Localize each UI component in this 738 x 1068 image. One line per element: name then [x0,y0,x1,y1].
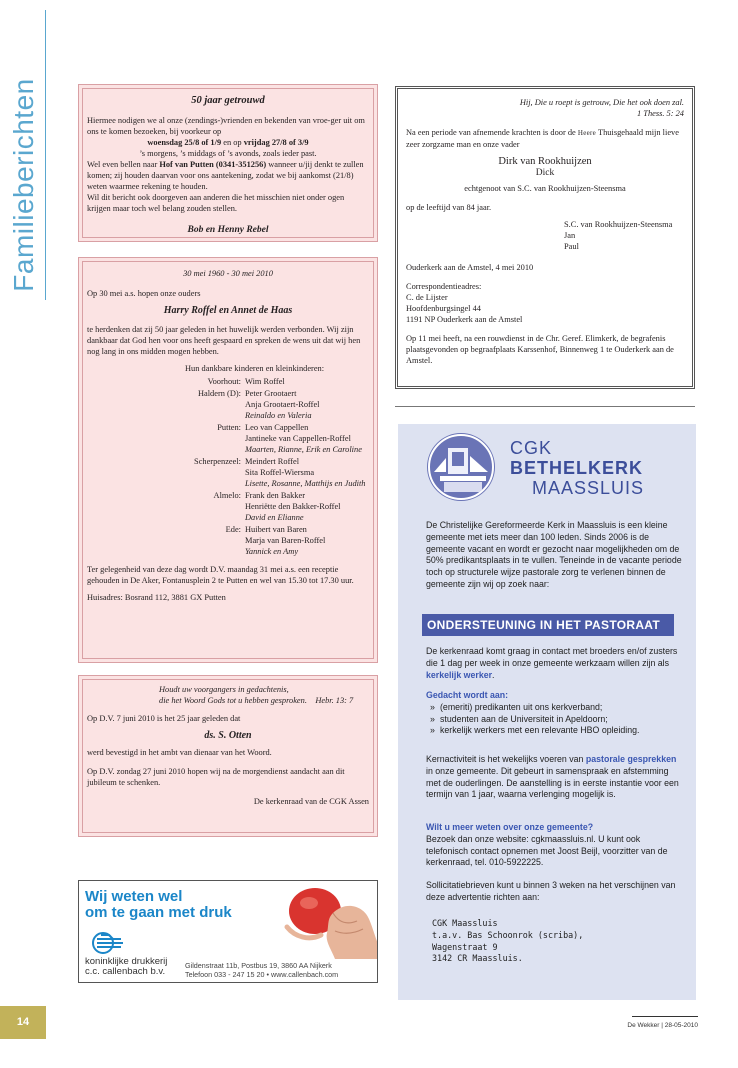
family-list [87,376,369,557]
company-address: Gildenstraat 11b, Postbus 19, 3860 AA Nijkerk Telefoon 033 - 247 15 20 • www.callenbach.com [185,961,339,979]
family-entry [87,376,369,387]
candidates-section: Gedacht wordt aan: » (emeriti) predikanten uit ons kerkverband; » studenten aan de Universiteit in Apeldoorn; » kerkelijk werkers met een relevante HBO opleiding. [426,690,684,737]
paragraph: werd bevestigd in het ambt van dienaar van het Woord. [87,748,272,757]
postal-address [432,918,684,965]
paragraph: De kerkenraad komt graag in contact met broeders en/of zusters die 1 dag per week in onze gemeente werkzaam willen zijn als kerkelijk werker. [426,646,678,680]
spouse-line: echtgenoot van S.C. van Rookhuijzen-Steensma [464,184,626,193]
intro-text: De Christelijke Gereformeerde Kerk in Maassluis is een kleine gemeente met iets meer dan 100 leden. Sinds 2006 is de gemeente vacant en wordt er gezocht naar mogelijkheden om de 50% predikantsplaats in te vullen. Teneinde in de vacante periode toch op structurele wijze pastorale zorg te verlenen binnen de gemeente zijn wij op zoek naar: [426,520,682,589]
paragraph: Wil dit bericht ook doorgeven aan anderen die het misschien niet onder ogen krijgen maar toch wel belang zouden stellen. [87,193,345,213]
candidate-list [426,702,684,737]
family-place: Putten: [217,423,241,432]
address-line: t.a.v. Bas Schoonrok (scriba), [432,929,584,940]
list-item: » studenten aan de Universiteit in Apeldoorn; [426,714,684,726]
address-line: 1191 NP Ouderkerk aan de Amstel [406,315,523,324]
church-logo-icon [428,434,494,500]
family-member: Huibert van Baren [245,525,307,534]
family-member: Meindert Roffel [245,457,300,466]
home-address: Huisadres: Bosrand 112, 3881 GX Putten [87,593,226,602]
address-line: Hoofdenburgsingel 44 [406,304,481,313]
announcement-title: 50 jaar getrouwd [191,95,265,106]
family-place: Haldern (D): [197,389,241,398]
obituary [395,86,695,389]
signature: Bob en Henny Rebel [187,225,269,235]
family-member: Paul [564,242,579,251]
ad-headline: Wij weten wel om te gaan met druk [85,888,232,921]
deceased-name: Dirk van Rookhuijzen [498,156,592,167]
apply-text: Sollicitatiebrieven kunt u binnen 3 weken na het verschijnen van deze advertentie richten aan: [426,880,676,902]
anniversary-dates: 30 mei 1960 - 30 mei 2010 [183,269,273,278]
more-info: Wilt u meer weten over onze gemeente? Bezoek dan onze website: cgkmaassluis.nl. U kunt ook telefonisch contact opnemen met Joost Beijl, voorzitter van de kerkenraad, tel. 010-5922225. [426,822,668,868]
section-title: Familieberichten [8,78,39,292]
hand-squeezing-ball-image [265,883,378,959]
family-member: Jantineke van Cappellen-Roffel [245,434,351,443]
grandchildren: Lisette, Rosanne, Matthijs en Judith [245,479,366,488]
couple-name: Harry Roffel en Annet de Haas [163,305,293,316]
announcement-anniversary [78,257,378,663]
family-member: Peter Grootaert [245,389,297,398]
address-line: Correspondentieadres: [406,282,482,291]
announcement-50-jaar [78,84,378,242]
side-rule [45,10,46,300]
family-entry [87,456,369,489]
thanks-heading: Hun dankbare kinderen en kleinkinderen: [185,364,325,373]
paragraph: Kernactiviteit is het wekelijks voeren van pastorale gesprekken in onze gemeente. Dit gebeurt in samenspraak en afstemming met de ouderlingen. De aanstelling is in eerste instantie voor een termijn van 1 jaar, waarna verlenging mogelijk is. [426,754,679,800]
family-entry [87,388,369,421]
place-date: Ouderkerk aan de Amstel, 4 mei 2010 [406,263,534,272]
quote-line: Houdt uw voorgangers in gedachtenis, [159,685,289,694]
footer-rule [632,1016,698,1017]
paragraph: te herdenken dat zij 50 jaar geleden in het huwelijk werden verbonden. Wij zijn dankbaar dat God hen voor ons heeft gespaard en spreken de wens uit dat wij hen nog lang in ons midden mogen hebben. [87,325,361,356]
paragraph: Hiermee nodigen we al onze (zendings-)vrienden en bekenden van vroe-ger uit om ons te komen bezoeken, bij voorkeur op [87,116,365,136]
page-number: 14 [0,1006,46,1039]
grandchildren: Yannick en Amy [245,547,299,556]
family-place: Almelo: [213,491,241,500]
reception-text: Ter gelegenheid van deze dag wordt D.V. maandag 31 mei a.s. een receptie gehouden in De Aker, Fontanusplein 2 te Putten en wel van 15.30 tot 17.30 uur. [87,565,354,585]
dates-line: woensdag 25/8 of 1/9 en op vrijdag 27/8 of 3/9 [147,138,309,147]
bible-reference: 1 Thess. 5: 24 [637,109,684,118]
brand-name: CGK BETHELKERK MAASSLUIS [510,438,645,498]
divider [395,406,695,407]
funeral-text: Op 11 mei heeft, na een rouwdienst in de Chr. Geref. Elimkerk, de begrafenis plaatsgevonden op begraafplaats Karssenhof, Binnenweg 1 te Ouderkerk aan de Amstel. [406,334,674,365]
list-item: » kerkelijk werkers met een relevante HBO opleiding. [426,725,684,737]
family-entry [87,422,369,455]
family-entry [87,524,369,557]
family-member: Marja van Baren-Roffel [245,536,326,545]
paragraph: Op D.V. zondag 27 juni 2010 hopen wij na de morgendienst aandacht aan dit jubileum te schenken. [87,767,345,787]
paragraph: Wel even bellen naar Hof van Putten (0341-351256) wanneer u/jij denkt te zullen komen; zij houden daarvan voor ons aantekening, zodat we bij aankomst (21/8) weten waarmee rekening te houden. [87,160,364,191]
printer-advertisement [78,880,378,983]
family-entry [87,490,369,523]
correspondence-address [406,281,684,325]
paragraph: ’s morgens, ’s middags of ’s avonds, zoals ieder past. [139,149,317,158]
family-member: S.C. van Rookhuijzen-Steensma [564,220,673,229]
family-member: Anja Grootaert-Roffel [245,400,320,409]
company-name: koninklijke drukkerij c.c. callenbach b.v. [85,956,168,977]
grandchildren: David en Elianne [245,513,304,522]
paragraph: Op D.V. 7 juni 2010 is het 25 jaar geleden dat [87,714,241,723]
address-line: CGK Maassluis [432,918,498,928]
pastor-name: ds. S. Otten [204,730,252,741]
vacancy-banner: ONDERSTEUNING IN HET PASTORAAT [422,614,674,636]
family-member: Sita Roffel-Wiersma [245,468,315,477]
family-member: Leo van Cappellen [245,423,309,432]
deceased-nickname: Dick [535,168,555,178]
address-line: C. de Lijster [406,293,448,302]
announcement-jubileum [78,675,378,837]
family-place: Scherpenzeel: [194,457,241,466]
grandchildren: Maarten, Rianne, Erik en Caroline [245,445,362,454]
publication-footer: De Wekker | 28-05-2010 [627,1022,698,1029]
family-place: Voorhout: [207,377,241,386]
printer-logo-icon [89,931,129,955]
family-member: Wim Roffel [245,377,285,386]
family-names [406,219,684,252]
paragraph: Na een periode van afnemende krachten is door de Heere Thuisgehaald mijn lieve zeer zorgzame man en onze vader [406,128,679,149]
grandchildren: Reinaldo en Valeria [245,411,312,420]
family-member: Henriëtte den Bakker-Roffel [245,502,341,511]
address-line: Wagenstraat 9 [432,941,498,952]
cgk-advertisement [398,424,696,1000]
address-line: 3142 CR Maassluis. [432,953,523,964]
list-item: » (emeriti) predikanten uit ons kerkverband; [426,702,684,714]
signature: De kerkenraad van de CGK Assen [253,797,369,806]
age-line: op de leeftijd van 84 jaar. [406,203,492,212]
family-member: Frank den Bakker [245,491,306,500]
family-place: Ede: [225,525,241,534]
quote-line: die het Woord Gods tot u hebben gesproken. Hebr. 13: 7 [159,696,354,705]
family-member: Jan [564,231,576,240]
bible-verse: Hij, Die u roept is getrouw, Die het ook doen zal. [519,98,684,107]
paragraph: Op 30 mei a.s. hopen onze ouders [87,289,201,298]
